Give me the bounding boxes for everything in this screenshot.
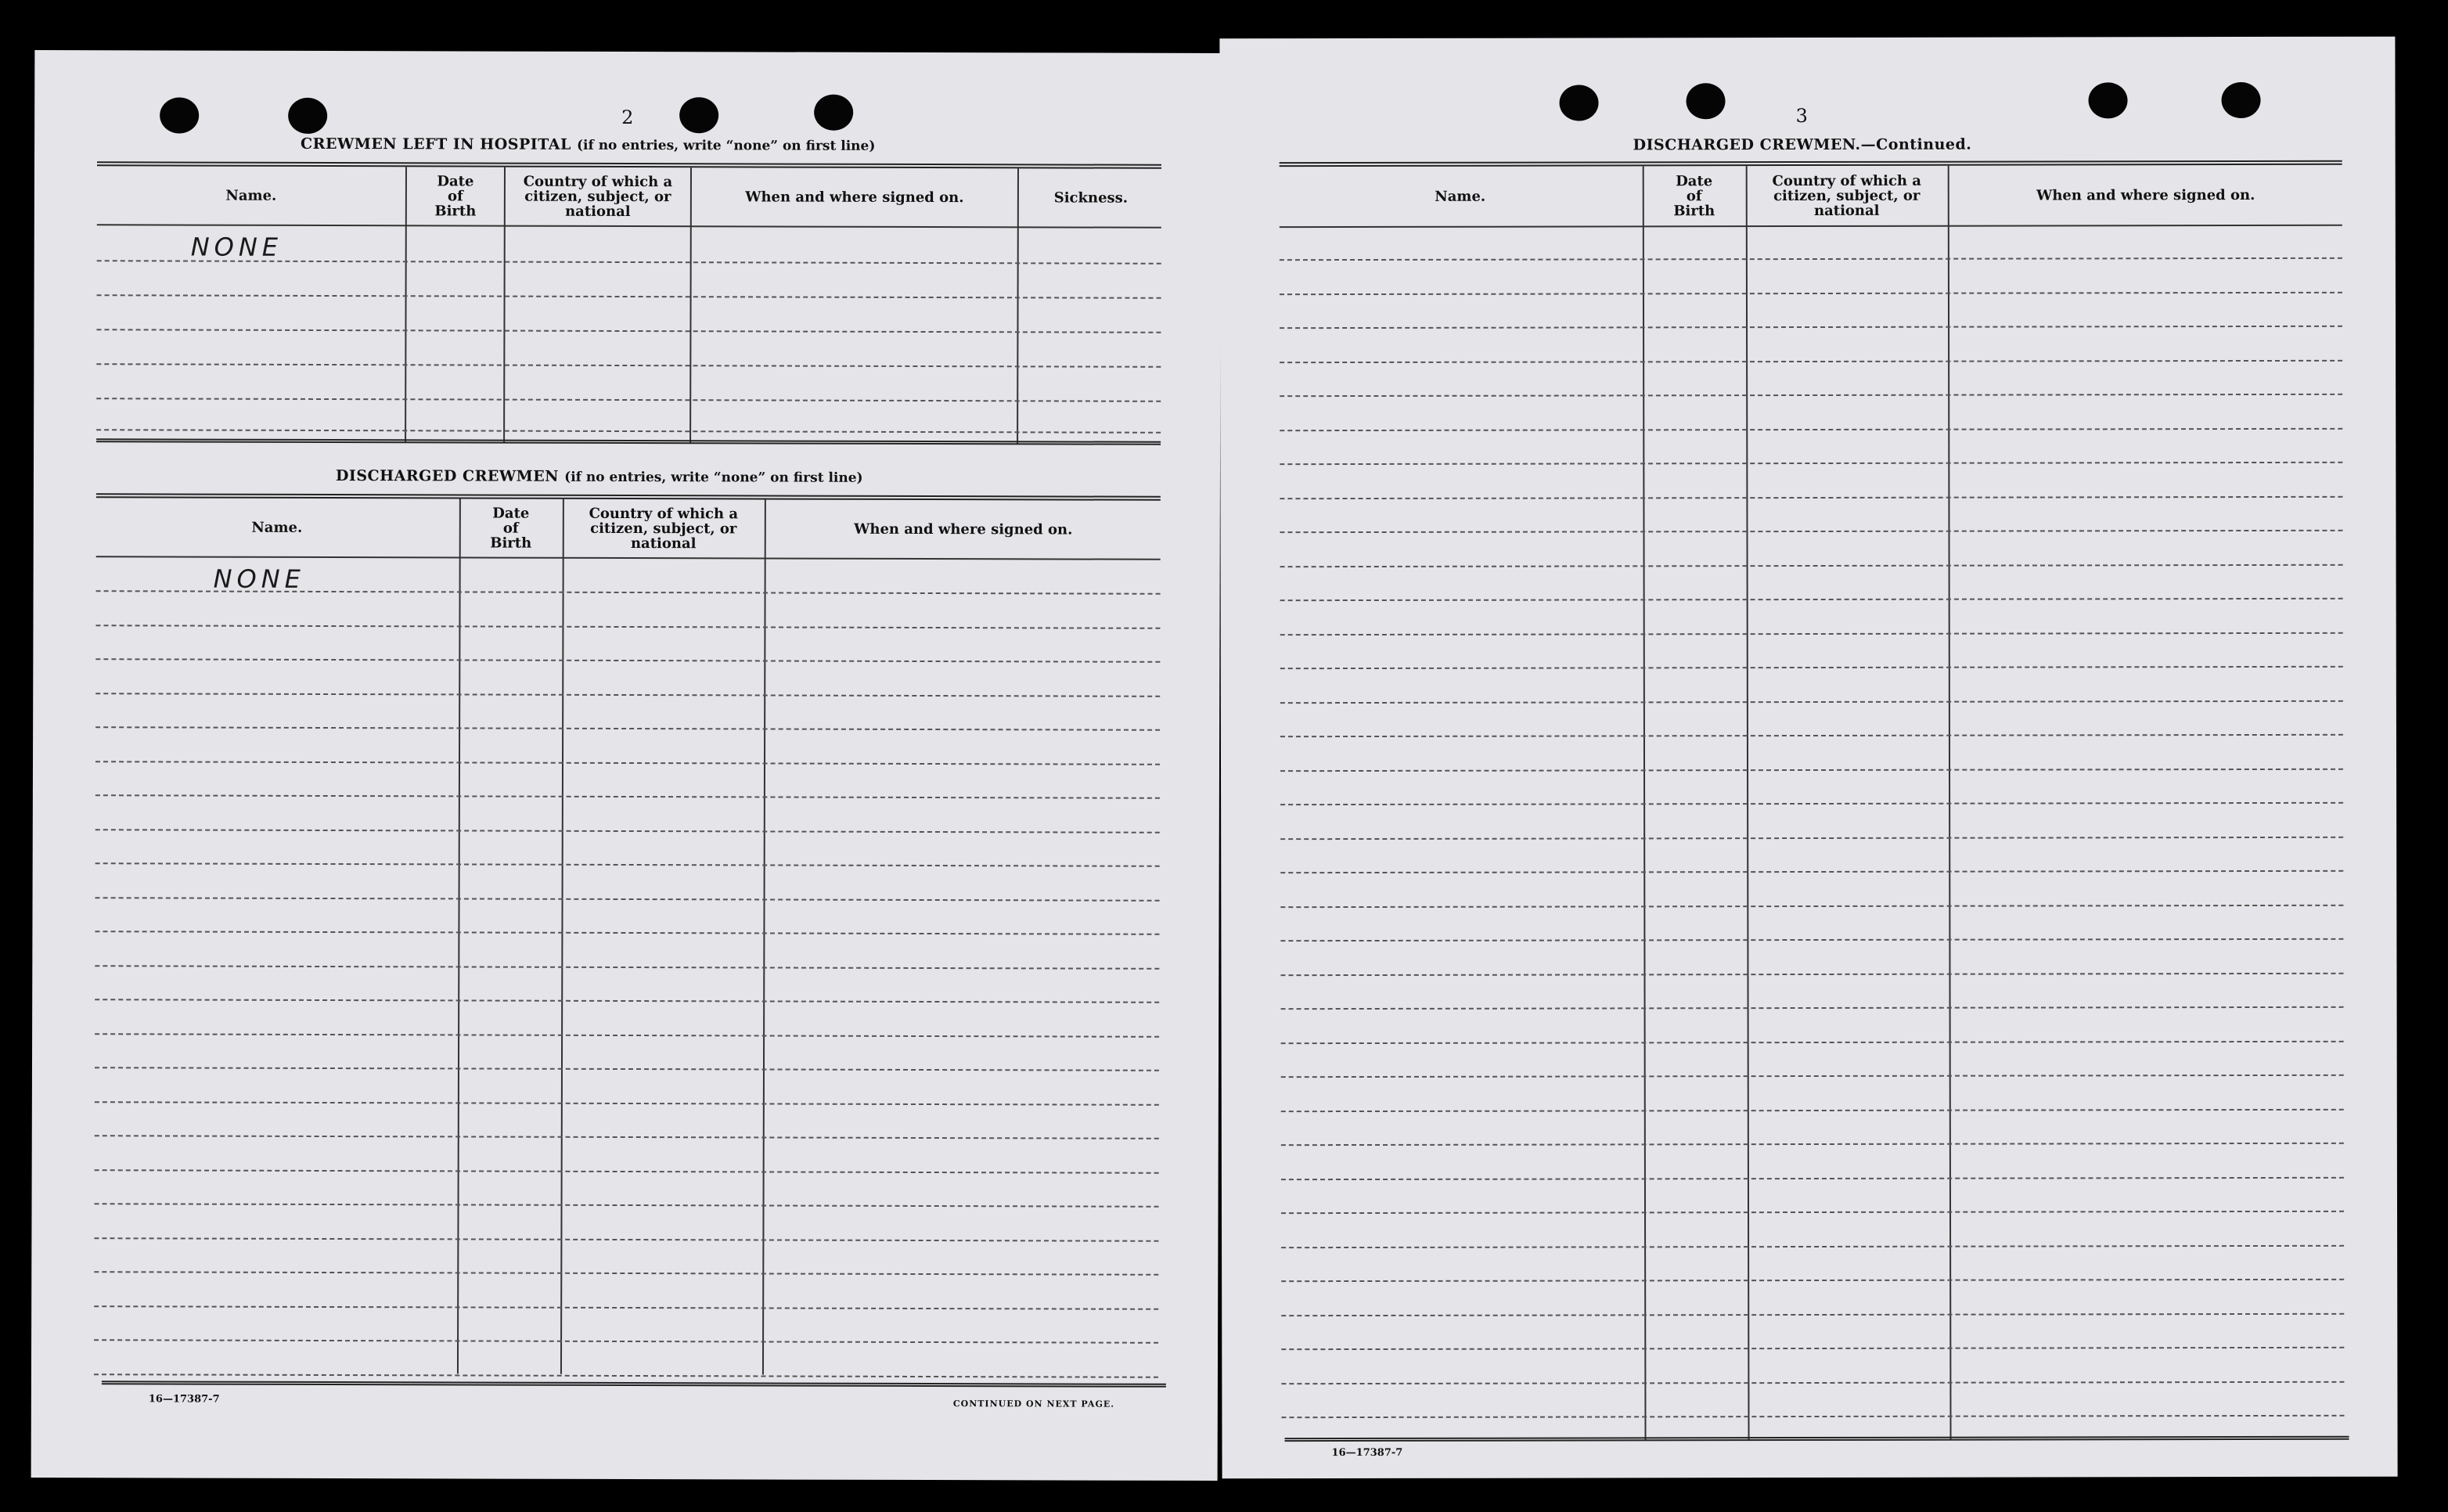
- entry-line: [95, 829, 1160, 833]
- form-code: 16—17387-7: [1331, 1446, 1403, 1460]
- page-number: 3: [1795, 105, 1808, 128]
- entry-line: [1280, 938, 2343, 941]
- column-header-date-of-birth: Date of Birth: [1673, 172, 1715, 219]
- entry-line: [95, 1169, 1159, 1174]
- column-header-country: Country of which a citizen, subject, or national: [523, 173, 673, 220]
- entry-line: [96, 429, 1161, 434]
- entry-line: [95, 761, 1160, 765]
- entry-line: [1281, 1006, 2344, 1010]
- entry-line: [1281, 1244, 2344, 1247]
- discharged-title-text: DISCHARGED CREWMEN: [335, 467, 560, 485]
- entry-line: [1281, 1279, 2344, 1282]
- entry-line: [1281, 1381, 2344, 1384]
- entry-line: [95, 1033, 1159, 1038]
- entry-line: [1280, 972, 2343, 975]
- entry-line: [96, 398, 1161, 402]
- entry-line: [1281, 1211, 2344, 1214]
- entry-line: [95, 1135, 1159, 1139]
- entry-line: [96, 363, 1161, 368]
- entry-line: [1280, 632, 2343, 635]
- entry-line: [94, 1305, 1158, 1310]
- discharged-continued-table: [1280, 160, 2345, 1441]
- column-header-signed-on: When and where signed on.: [2036, 186, 2255, 203]
- column-header-sickness: Sickness.: [1053, 189, 1129, 207]
- entry-line: [95, 862, 1160, 867]
- entry-line: [95, 658, 1160, 663]
- discharged-instruction: (if no entries, write “none” on first line): [564, 469, 863, 486]
- entry-line: [1280, 359, 2342, 362]
- hospital-table-header: [97, 166, 1161, 229]
- entry-line: [1281, 1347, 2344, 1350]
- entry-line: [95, 1101, 1159, 1106]
- punch-hole: [679, 97, 718, 133]
- column-divider: [405, 167, 407, 442]
- entry-line: [94, 1271, 1158, 1276]
- entry-line: [1281, 1312, 2344, 1316]
- entry-line: [97, 294, 1161, 299]
- entry-line: [1280, 495, 2342, 499]
- discharged-entry-handwriting: NONE: [213, 563, 305, 594]
- column-header-country: Country of which a citizen, subject, or national: [589, 505, 739, 552]
- column-divider: [762, 499, 766, 1374]
- entry-line: [1280, 530, 2342, 533]
- entry-line: [1281, 1108, 2344, 1111]
- column-header-country: Country of which a citizen, subject, or national: [1772, 172, 1921, 219]
- entry-line: [95, 931, 1159, 935]
- column-divider: [503, 167, 506, 443]
- column-header-name: Name.: [1435, 188, 1486, 205]
- punch-hole: [1559, 85, 1598, 121]
- column-divider: [560, 499, 564, 1374]
- entry-line: [1280, 326, 2342, 329]
- column-divider: [689, 167, 692, 443]
- entry-line: [1280, 427, 2342, 430]
- entry-line: [1281, 1176, 2344, 1179]
- entry-line: [1280, 870, 2343, 873]
- entry-line: [1280, 768, 2343, 771]
- punch-hole: [2221, 82, 2260, 118]
- column-header-name: Name.: [251, 519, 303, 536]
- entry-line: [1280, 598, 2343, 601]
- continued-section-title: DISCHARGED CREWMEN.—Continued.: [1633, 135, 1972, 154]
- hospital-title-text: CREWMEN LEFT IN HOSPITAL: [301, 135, 571, 153]
- discharged-table-header: [96, 498, 1161, 560]
- hospital-table: [96, 161, 1161, 445]
- entry-line: [1280, 394, 2342, 397]
- discharged-table: [94, 493, 1161, 1376]
- entry-line: [1281, 1415, 2344, 1418]
- entry-line: [95, 794, 1160, 799]
- entry-line: [1280, 700, 2343, 703]
- entry-line: [1280, 734, 2343, 737]
- entry-line: [96, 329, 1161, 333]
- column-divider: [457, 499, 461, 1373]
- entry-line: [95, 726, 1160, 731]
- entry-line: [1280, 563, 2343, 567]
- entry-line: [94, 1339, 1158, 1344]
- entry-line: [97, 260, 1161, 265]
- entry-line: [1280, 257, 2342, 261]
- column-header-date-of-birth: Date of Birth: [490, 505, 532, 552]
- hospital-instruction: (if no entries, write “none” on first line): [576, 137, 876, 154]
- entry-line: [95, 625, 1160, 629]
- entry-line: [1281, 1040, 2344, 1043]
- entry-line: [1280, 666, 2343, 669]
- left-page: [31, 50, 1222, 1481]
- entry-line: [95, 897, 1160, 902]
- entry-line: [95, 965, 1159, 970]
- punch-hole: [288, 98, 327, 134]
- entry-line: [95, 1067, 1159, 1071]
- entry-line: [1280, 462, 2342, 465]
- entry-line: [1281, 1143, 2344, 1146]
- column-header-signed-on: When and where signed on.: [745, 188, 964, 206]
- column-header-name: Name.: [225, 187, 277, 204]
- entry-line: [1280, 836, 2343, 839]
- entry-line: [95, 999, 1159, 1003]
- hospital-entry-handwriting: NONE: [190, 232, 283, 262]
- entry-line: [95, 693, 1160, 697]
- column-header-date-of-birth: Date of Birth: [434, 172, 477, 219]
- column-header-signed-on: When and where signed on.: [854, 520, 1073, 538]
- entry-line: [1280, 802, 2343, 805]
- punch-hole: [2088, 82, 2127, 118]
- punch-hole: [1686, 83, 1725, 119]
- entry-line: [94, 1373, 1158, 1378]
- punch-hole: [814, 95, 853, 131]
- entry-line: [1280, 291, 2342, 294]
- right-table-bottom-rule: [1285, 1436, 2349, 1442]
- discharged-section-title: [336, 467, 863, 486]
- page-number: 2: [621, 106, 634, 129]
- right-page: [1219, 37, 2397, 1479]
- form-code: 16—17387-7: [148, 1393, 220, 1406]
- continued-note: CONTINUED ON NEXT PAGE.: [952, 1399, 1115, 1409]
- punch-hole: [160, 97, 199, 133]
- column-divider: [1017, 168, 1019, 444]
- hospital-section-title: [301, 135, 875, 154]
- entry-line: [1281, 1075, 2344, 1078]
- entry-line: [1280, 904, 2343, 907]
- discharged-table-bottom-rule: [102, 1381, 1166, 1388]
- entry-line: [94, 1237, 1158, 1242]
- entry-line: [95, 1203, 1159, 1208]
- right-table-header: [1280, 165, 2342, 228]
